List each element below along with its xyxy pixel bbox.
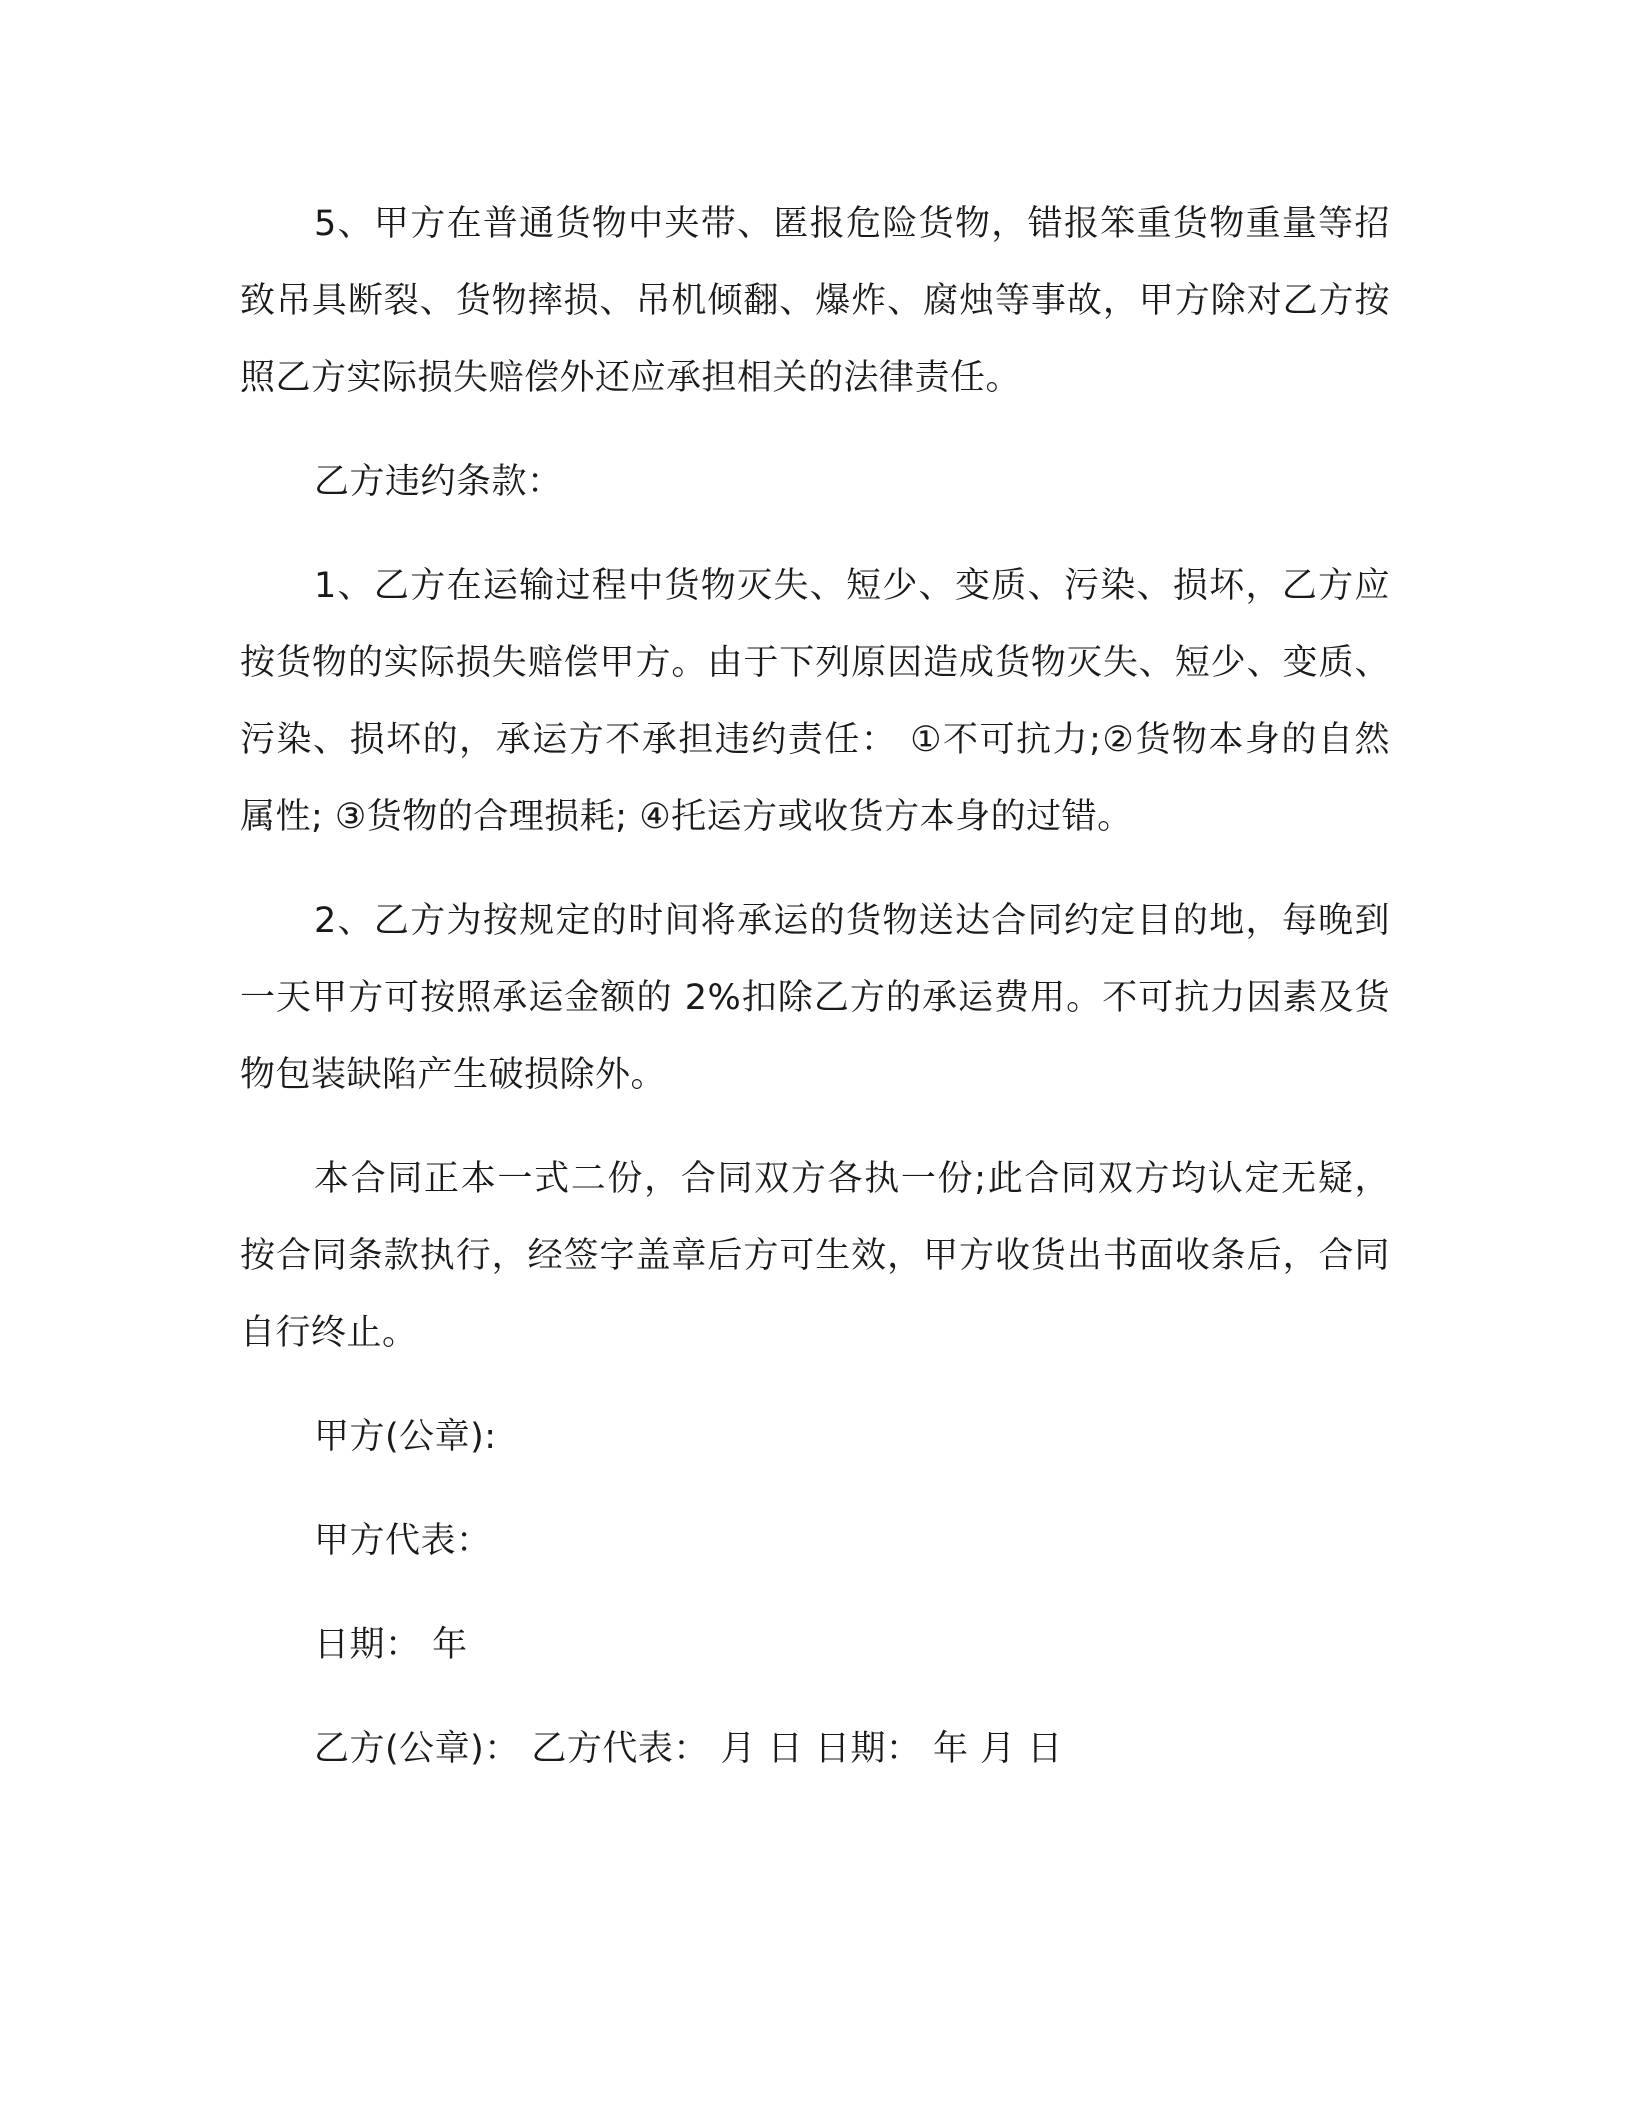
heading-party-b-breach: 乙方违约条款：: [314, 462, 563, 502]
clause-party-b-2: 2、乙方为按规定的时间将承运的货物送达合同约定目的地，每晚到一天甲方可按照承运金额的 2%扣除乙方的承运费用。不可抗力因素及货物包装缺陷产生破损除外。: [240, 901, 1390, 1095]
party-a-representative-line: 甲方代表：: [314, 1521, 492, 1561]
clause-party-a-5: 5、甲方在普通货物中夹带、匿报危险货物，错报笨重货物重量等招致吊具断裂、货物摔损、吊机倾翻、爆炸、腐烛等事故，甲方除对乙方按照乙方实际损失赔偿外还应承担相关的法律责任。: [240, 204, 1390, 398]
party-b-signature-line: 乙方(公章)： 乙方代表： 月 日 日期： 年 月 日: [314, 1729, 1063, 1769]
date-line: 日期： 年: [314, 1625, 468, 1665]
document-body: [240, 186, 1390, 1815]
clause-party-b-1: 1、乙方在运输过程中货物灭失、短少、变质、污染、损坏，乙方应按货物的实际损失赔偿甲方。由于下列原因造成货物灭失、短少、变质、污染、损坏的，承运方不承担违约责任： ①不可抗力;②货物本身的自然属性; ③货物的合理损耗; ④托运方或收货方本身的过错。: [240, 566, 1390, 837]
clause-contract-copies: 本合同正本一式二份，合同双方各执一份;此合同双方均认定无疑，按合同条款执行，经签字盖章后方可生效，甲方收货出书面收条后，合同自行终止。: [240, 1159, 1390, 1353]
party-a-seal-line: 甲方(公章):: [314, 1417, 497, 1457]
